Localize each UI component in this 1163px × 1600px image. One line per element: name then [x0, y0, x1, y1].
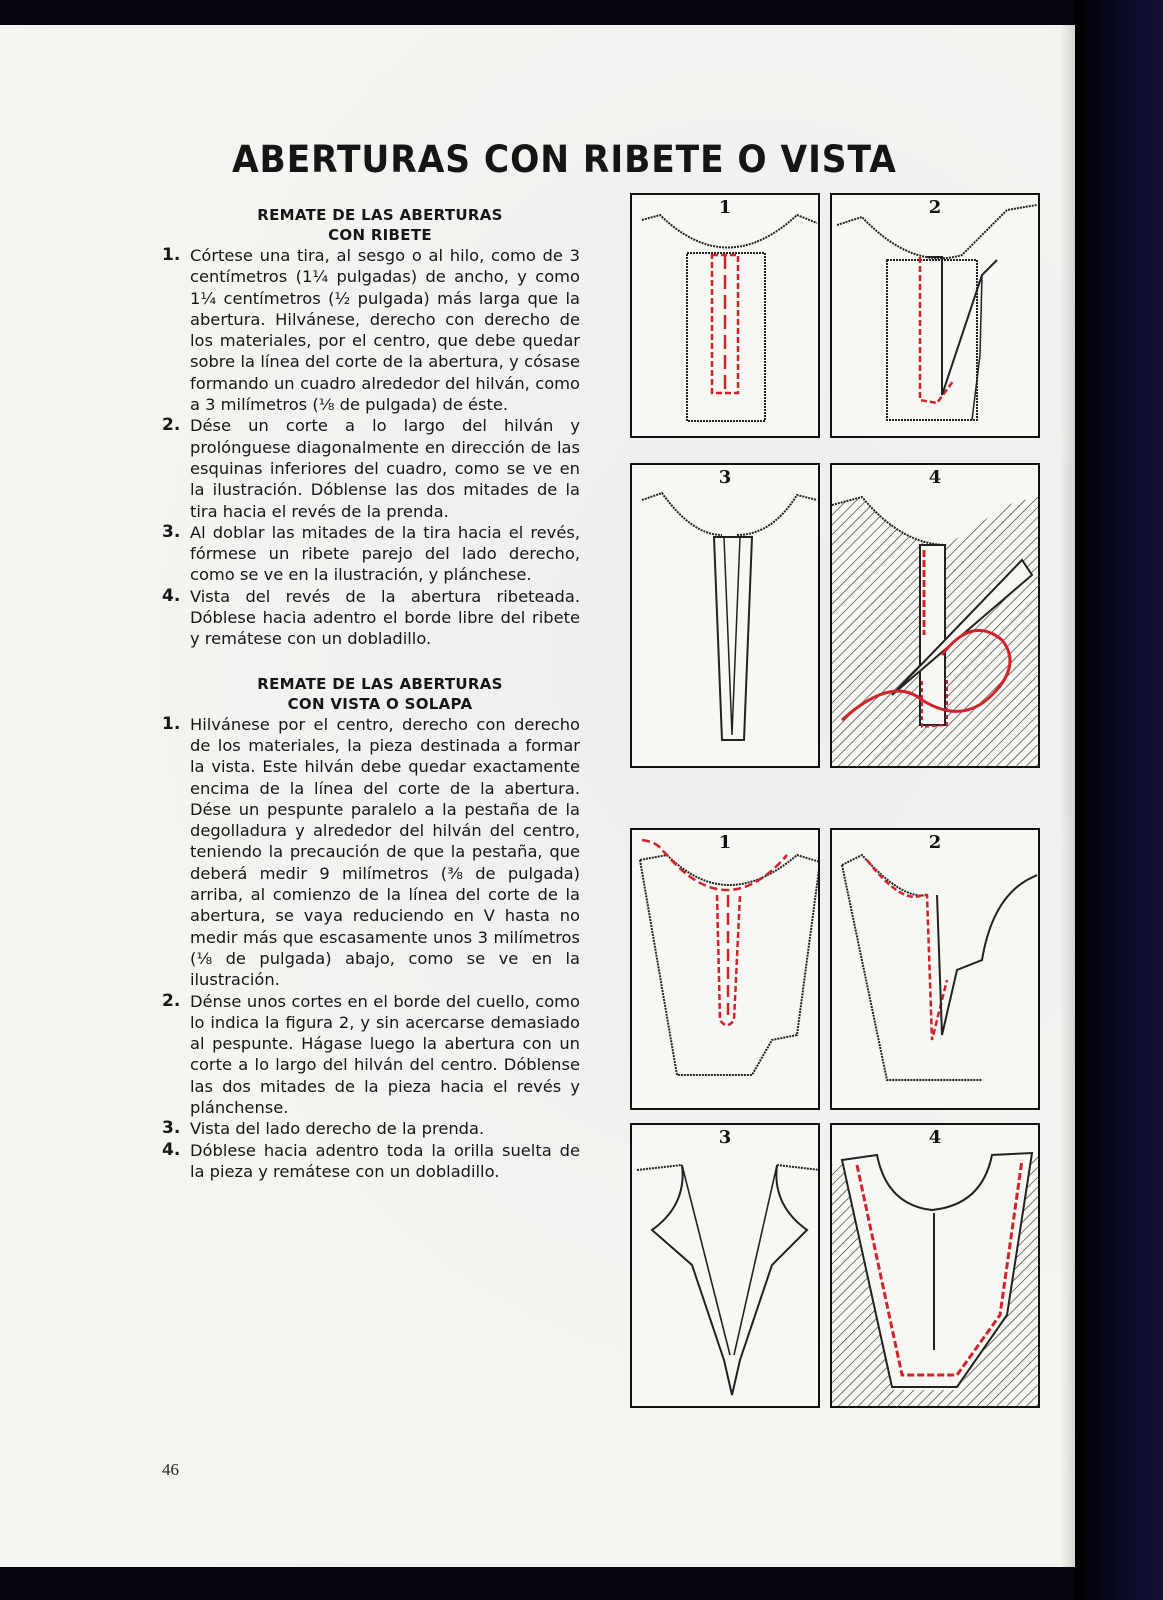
steps-list	[160, 714, 580, 1183]
page-number: 46	[162, 1460, 179, 1479]
lapel-illustration	[632, 1125, 820, 1408]
heading-line: CON RIBETE	[328, 226, 432, 244]
step-number: 4.	[162, 585, 181, 606]
step-item	[160, 415, 580, 521]
step-item	[160, 1140, 580, 1183]
step-item	[160, 245, 580, 415]
figure-number: 2	[928, 197, 942, 218]
garment-neckline-illustration	[632, 195, 820, 438]
scan-background	[1075, 0, 1163, 1600]
figure-number: 4	[928, 467, 942, 488]
figure-number: 3	[718, 467, 732, 488]
step-number: 3.	[162, 1118, 181, 1139]
step-number: 2.	[162, 415, 181, 436]
figure-vista-1	[630, 828, 820, 1110]
step-text: Al doblar las mitades de la tira hacia el revés, fórmese un ribete parejo del lado derecho, como se ve en la ilustración, y plánchese.	[190, 522, 580, 585]
heading-line: REMATE DE LAS ABERTURAS	[257, 674, 503, 693]
instructions-column	[160, 205, 580, 1182]
heading-line: CON VISTA O SOLAPA	[287, 694, 473, 713]
facing-neckline-illustration	[832, 830, 1040, 1110]
step-text: Vista del revés de la abertura ribeteada. Dóblese hacia adentro el borde libre del ribete y remátese con un dobladillo.	[190, 586, 580, 649]
figure-number: 1	[718, 197, 732, 218]
page-title: ABERTURAS CON RIBETE O VISTA	[232, 138, 897, 181]
step-text: Hilvánese por el centro, derecho con derecho de los materiales, la pieza destinada a formar la vista. Este hilván debe quedar exactamente encima de la línea del corte de la abertura. Dése un pespunte paralelo a la pestaña de la degolladura y alrededor del hilván del centro, teniendo la precaución de que la pestaña, que deberá medir 9 milímetros (⅜ de pulgada) arriba, al comienzo de la línea del corte de la abertura, se vaya reduciendo en V hasta no medir más que escasamente unos 3 milímetros (⅛ de pulgada) abajo, como se ve en la ilustración.	[190, 714, 580, 990]
step-number: 1.	[162, 245, 181, 265]
step-item	[160, 714, 580, 991]
step-text: Córtese una tira, al sesgo o al hilo, como de 3 centímetros (1¼ pulgadas) de ancho, y como 1¼ centímetros (½ pulgada) más larga que la abertura. Hilvánese, derecho con derecho de los materiales, por el centro, que debe quedar sobre la línea del corte de la abertura, y cósase formando un cuadro alrededor del hilván, como a 3 milímetros (⅛ de pulgada) de éste.	[190, 246, 580, 415]
section-heading	[180, 205, 580, 245]
figure-number: 3	[718, 1127, 732, 1148]
section-heading	[180, 674, 580, 714]
step-number: 1.	[162, 713, 181, 734]
figure-ribete-2	[830, 193, 1040, 438]
figure-number: 2	[928, 832, 942, 853]
step-text: Dése un corte a lo largo del hilván y prolónguese diagonalmente en dirección de las esquinas inferiores del cuadro, como se ve en la ilustración. Dóblense las dos mitades de la tira hacia el revés de la prenda.	[190, 416, 580, 521]
figure-ribete-4	[830, 463, 1040, 768]
figure-number: 1	[718, 832, 732, 853]
figure-ribete-1	[630, 193, 820, 438]
section-vista	[160, 674, 580, 1183]
figure-number: 4	[928, 1127, 942, 1148]
figure-vista-4	[830, 1123, 1040, 1408]
step-item	[160, 586, 580, 650]
step-text: Dénse unos cortes en el borde del cuello, como lo indica la figura 2, y sin acercarse demasiado al pespunte. Hágase luego la abertura con un corte a lo largo del hilván del centro. Dóblense las dos mitades de la pieza hacia el revés y plánchense.	[190, 991, 580, 1117]
figure-vista-2	[830, 828, 1040, 1110]
step-number: 4.	[162, 1139, 181, 1160]
step-item	[160, 522, 580, 586]
figure-ribete-3	[630, 463, 820, 768]
step-number: 2.	[162, 990, 181, 1011]
section-ribete	[160, 205, 580, 650]
step-text: Vista del lado derecho de la prenda.	[190, 1119, 485, 1139]
steps-list	[160, 245, 580, 650]
heading-line: REMATE DE LAS ABERTURAS	[257, 206, 503, 224]
stitching-hand-illustration	[832, 465, 1040, 768]
facing-neckline-illustration	[632, 830, 820, 1110]
step-item	[160, 1118, 580, 1139]
figure-vista-3	[630, 1123, 820, 1408]
step-number: 3.	[162, 521, 181, 542]
garment-neckline-illustration	[632, 465, 820, 768]
step-text: Dóblese hacia adentro toda la orilla suelta de la pieza y remátese con un dobladillo.	[190, 1140, 580, 1181]
step-item	[160, 991, 580, 1119]
finished-facing-illustration	[832, 1125, 1040, 1408]
garment-neckline-illustration	[832, 195, 1040, 438]
